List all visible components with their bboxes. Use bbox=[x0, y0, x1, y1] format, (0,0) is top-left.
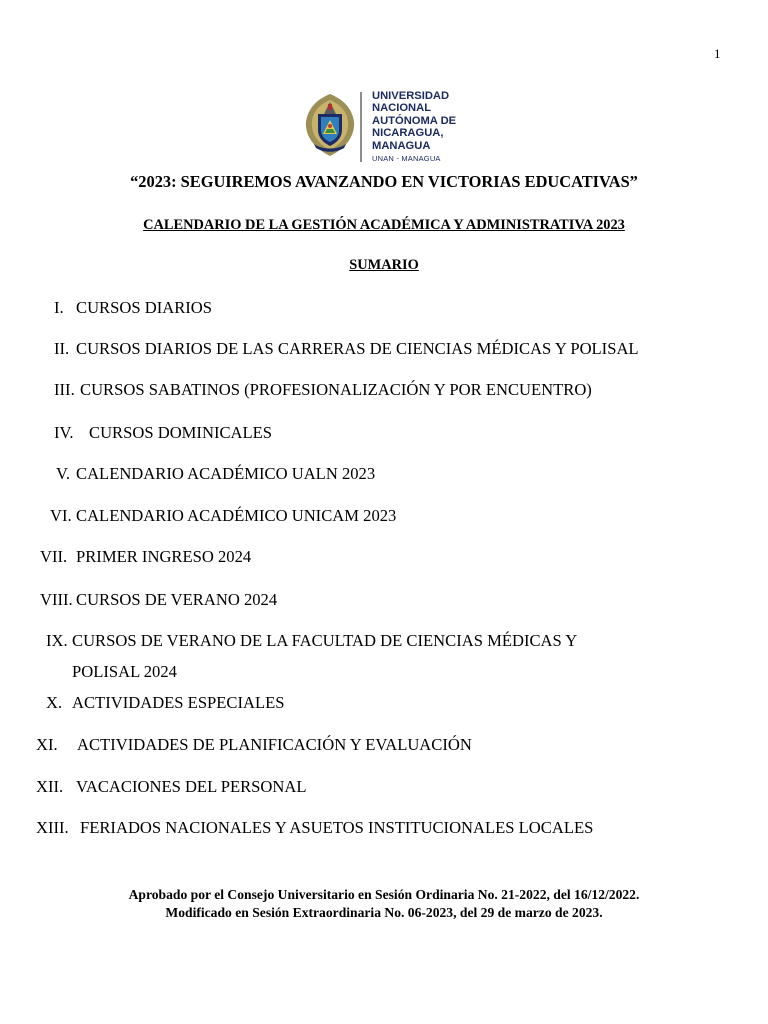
logo-line-1: UNIVERSIDAD bbox=[372, 90, 450, 102]
item-number: IX. bbox=[46, 631, 68, 650]
item-label: CALENDARIO ACADÉMICO UALN 2023 bbox=[76, 464, 376, 483]
item-label: CURSOS DE VERANO DE LA FACULTAD DE CIENCIAS MÉDICAS Y bbox=[72, 631, 578, 650]
item-number: V. bbox=[56, 464, 70, 483]
item-number: IV. bbox=[54, 423, 74, 442]
item-label: VACACIONES DEL PERSONAL bbox=[76, 777, 307, 796]
item-label: CURSOS DIARIOS bbox=[76, 298, 213, 317]
item-number: VII. bbox=[40, 547, 68, 566]
summary-title: SUMARIO bbox=[349, 257, 419, 273]
item-number: XI. bbox=[36, 735, 58, 754]
approval-footer bbox=[0, 886, 768, 922]
approval-line: Aprobado por el Consejo Universitario en Sesión Ordinaria No. 21-2022, del 16/12/2022. bbox=[128, 887, 640, 902]
item-label-continued: POLISAL 2024 bbox=[72, 662, 177, 681]
item-label: PRIMER INGRESO 2024 bbox=[76, 547, 252, 566]
logo-line-3: AUTÓNOMA DE bbox=[372, 114, 457, 127]
logo-line-4: NICARAGUA, bbox=[372, 127, 444, 140]
logo-divider bbox=[360, 92, 362, 162]
item-number: II. bbox=[54, 339, 70, 358]
item-label: FERIADOS NACIONALES Y ASUETOS INSTITUCIONALES LOCALES bbox=[80, 818, 594, 837]
logo-subtitle: UNAN - MANAGUA bbox=[372, 154, 441, 163]
item-label: ACTIVIDADES DE PLANIFICACIÓN Y EVALUACIÓN bbox=[77, 735, 472, 754]
item-number: VI. bbox=[50, 506, 72, 525]
item-label: CALENDARIO ACADÉMICO UNICAM 2023 bbox=[76, 506, 397, 525]
motto: “2023: SEGUIREMOS AVANZANDO EN VICTORIAS EDUCATIVAS” bbox=[130, 172, 638, 191]
item-label: ACTIVIDADES ESPECIALES bbox=[72, 693, 285, 712]
item-number: X. bbox=[46, 693, 63, 712]
logo-line-2: NACIONAL bbox=[372, 102, 432, 115]
university-logo bbox=[302, 86, 472, 166]
item-number: I. bbox=[54, 298, 64, 317]
item-label: CURSOS DIARIOS DE LAS CARRERAS DE CIENCIAS MÉDICAS Y POLISAL bbox=[76, 339, 639, 358]
item-number: XIII. bbox=[36, 818, 69, 837]
item-number: VIII. bbox=[40, 590, 73, 609]
item-label: CURSOS SABATINOS (PROFESIONALIZACIÓN Y POR ENCUENTRO) bbox=[80, 380, 592, 399]
university-seal-icon bbox=[302, 92, 358, 158]
logo-line-5: MANAGUA bbox=[372, 139, 431, 152]
page-number: 1 bbox=[714, 46, 721, 61]
logo-wordmark bbox=[372, 90, 456, 152]
item-label: CURSOS DE VERANO 2024 bbox=[76, 590, 278, 609]
item-number: XII. bbox=[36, 777, 64, 796]
modification-line: Modificado en Sesión Extraordinaria No. 06-2023, del 29 de marzo de 2023. bbox=[165, 905, 603, 920]
item-number: III. bbox=[54, 380, 75, 399]
item-label: CURSOS DOMINICALES bbox=[89, 423, 273, 442]
calendar-title: CALENDARIO DE LA GESTIÓN ACADÉMICA Y ADMINISTRATIVA 2023 bbox=[143, 217, 625, 233]
